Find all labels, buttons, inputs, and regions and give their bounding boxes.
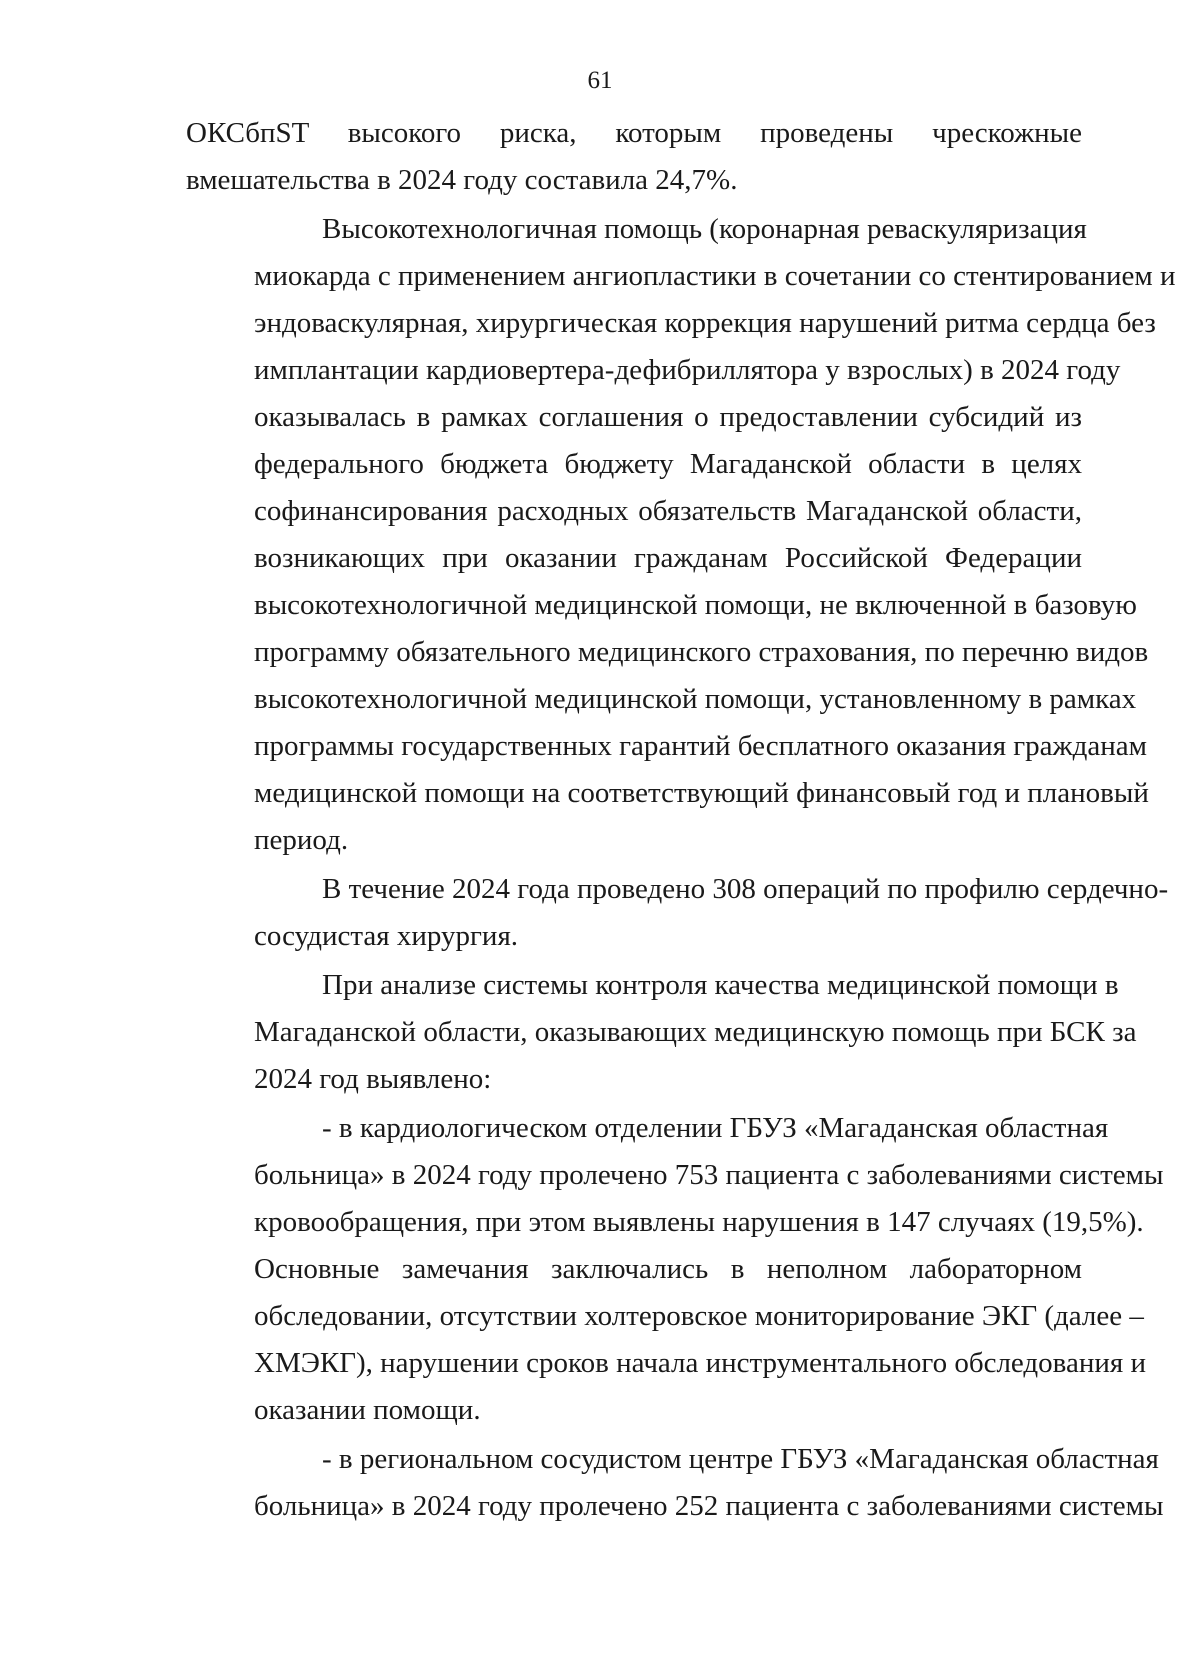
text-line: федерального бюджета бюджету Магаданской области в целях: [254, 448, 1082, 480]
text-line: период.: [254, 824, 349, 856]
text-line: Магаданской области, оказывающих медицинскую помощь при БСК за: [254, 1016, 1137, 1048]
text-line: возникающих при оказании гражданам Российской Федерации: [254, 542, 1082, 574]
text-line: кровообращения, при этом выявлены нарушения в 147 случаях (19,5%).: [254, 1206, 1144, 1238]
text-line: вмешательства в 2024 году составила 24,7%.: [186, 164, 738, 196]
text-line: больница» в 2024 году пролечено 753 пациента с заболеваниями системы: [254, 1159, 1164, 1191]
text-line: - в региональном сосудистом центре ГБУЗ «Магаданская областная: [322, 1443, 1159, 1475]
text-line: высокотехнологичной медицинской помощи, установленному в рамках: [254, 683, 1137, 715]
text-line: имплантации кардиовертера-дефибриллятора у взрослых) в 2024 году: [254, 354, 1121, 386]
text-line: оказывалась в рамках соглашения о предоставлении субсидий из: [254, 401, 1082, 433]
text-line: сосудистая хирургия.: [254, 920, 519, 952]
text-line: - в кардиологическом отделении ГБУЗ «Магаданская областная: [322, 1112, 1109, 1144]
text-line: обследовании, отсутствии холтеровское мониторирование ЭКГ (далее –: [254, 1300, 1144, 1332]
text-line: Основные замечания заключались в неполном лабораторном: [254, 1253, 1082, 1285]
text-line: софинансирования расходных обязательств Магаданской области,: [254, 495, 1082, 527]
paragraph: [186, 1105, 1164, 1434]
text-line: миокарда с применением ангиопластики в сочетании со стентированием и: [254, 260, 1176, 292]
text-line: 2024 год выявлено:: [254, 1063, 492, 1095]
text-line: больница» в 2024 году пролечено 252 пациента с заболеваниями системы: [254, 1490, 1164, 1522]
document-body: [186, 110, 1176, 1532]
text-line: эндоваскулярная, хирургическая коррекция нарушений ритма сердца без: [254, 307, 1156, 339]
text-line: программу обязательного медицинского страхования, по перечню видов: [254, 636, 1149, 668]
text-line: оказании помощи.: [254, 1394, 481, 1426]
text-line: Высокотехнологичная помощь (коронарная реваскуляризация: [322, 213, 1087, 245]
text-line: высокотехнологичной медицинской помощи, не включенной в базовую: [254, 589, 1137, 621]
text-line: При анализе системы контроля качества медицинской помощи в: [322, 969, 1119, 1001]
paragraph: [186, 1436, 1164, 1530]
paragraph: [186, 206, 1176, 864]
text-line: ОКСбпST высокого риска, которым проведены чрескожные: [186, 117, 1082, 149]
text-line: программы государственных гарантий бесплатного оказания гражданам: [254, 730, 1147, 762]
text-line: В течение 2024 года проведено 308 операций по профилю сердечно-: [322, 873, 1169, 905]
text-line: ХМЭКГ), нарушении сроков начала инструментального обследования и: [254, 1347, 1147, 1379]
page-number: 61: [587, 67, 613, 94]
paragraph: [186, 866, 1169, 960]
text-line: медицинской помощи на соответствующий финансовый год и плановый: [254, 777, 1149, 809]
paragraph: [186, 110, 1082, 204]
paragraph: [186, 962, 1137, 1103]
